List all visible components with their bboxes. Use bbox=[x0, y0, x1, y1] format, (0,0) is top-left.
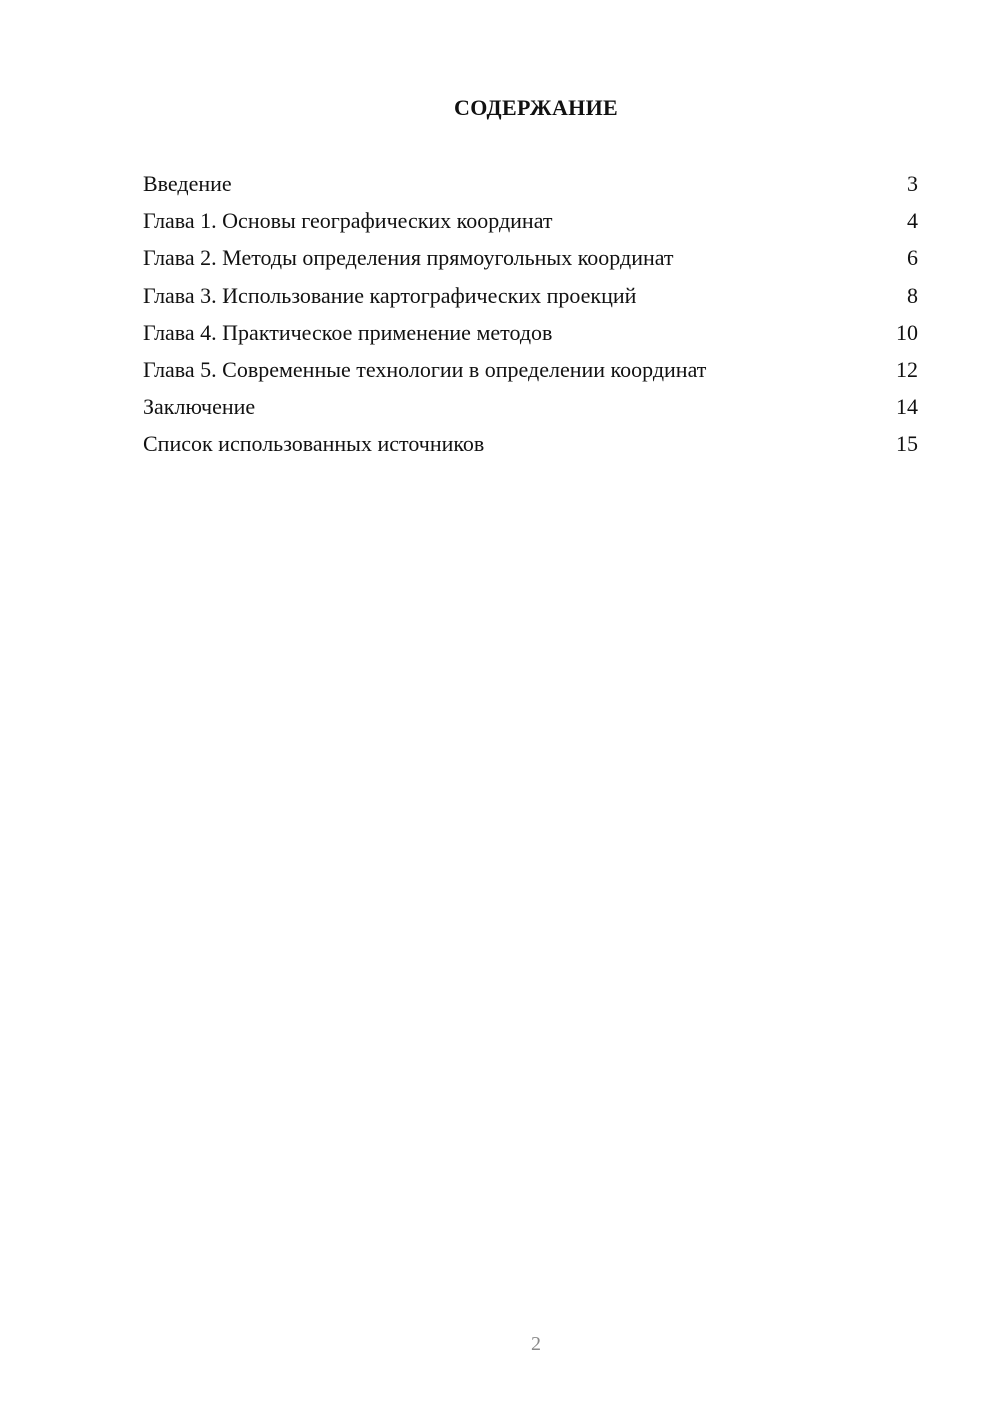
toc-item-label: Глава 2. Методы определения прямоугольных координат bbox=[143, 245, 674, 271]
toc-item-label: Введение bbox=[143, 171, 232, 196]
toc-item-introduction bbox=[143, 169, 918, 206]
toc-item-chapter-5 bbox=[143, 355, 918, 392]
toc-item-conclusion bbox=[143, 392, 918, 429]
toc-item-page: 15 bbox=[896, 431, 918, 457]
toc-item-label: Глава 1. Основы географических координат bbox=[143, 208, 553, 234]
toc-item-page: 6 bbox=[907, 245, 918, 271]
toc-item-label: Глава 3. Использование картографических проекций bbox=[143, 282, 637, 308]
toc-item-chapter-3 bbox=[143, 281, 918, 318]
toc-item-page: 3 bbox=[907, 171, 918, 196]
toc-item-page: 12 bbox=[896, 356, 918, 382]
toc-item-page: 14 bbox=[896, 394, 918, 420]
toc-item-page: 4 bbox=[907, 208, 918, 234]
toc-item-page: 8 bbox=[907, 282, 918, 308]
toc-item-label: Список использованных источников bbox=[143, 431, 485, 457]
toc-item-label: Заключение bbox=[143, 394, 256, 420]
toc-item-page: 10 bbox=[896, 319, 918, 345]
toc-item-label: Глава 4. Практическое применение методов bbox=[143, 319, 553, 345]
page-title: СОДЕРЖАНИЕ bbox=[454, 95, 618, 120]
toc-item-chapter-4 bbox=[143, 318, 918, 355]
toc-item-label: Глава 5. Современные технологии в определении координат bbox=[143, 356, 707, 382]
toc-item-chapter-2 bbox=[143, 243, 918, 280]
page-number: 2 bbox=[531, 1333, 541, 1355]
toc-item-chapter-1 bbox=[143, 206, 918, 243]
table-of-contents bbox=[143, 169, 918, 467]
toc-item-references bbox=[143, 429, 918, 466]
